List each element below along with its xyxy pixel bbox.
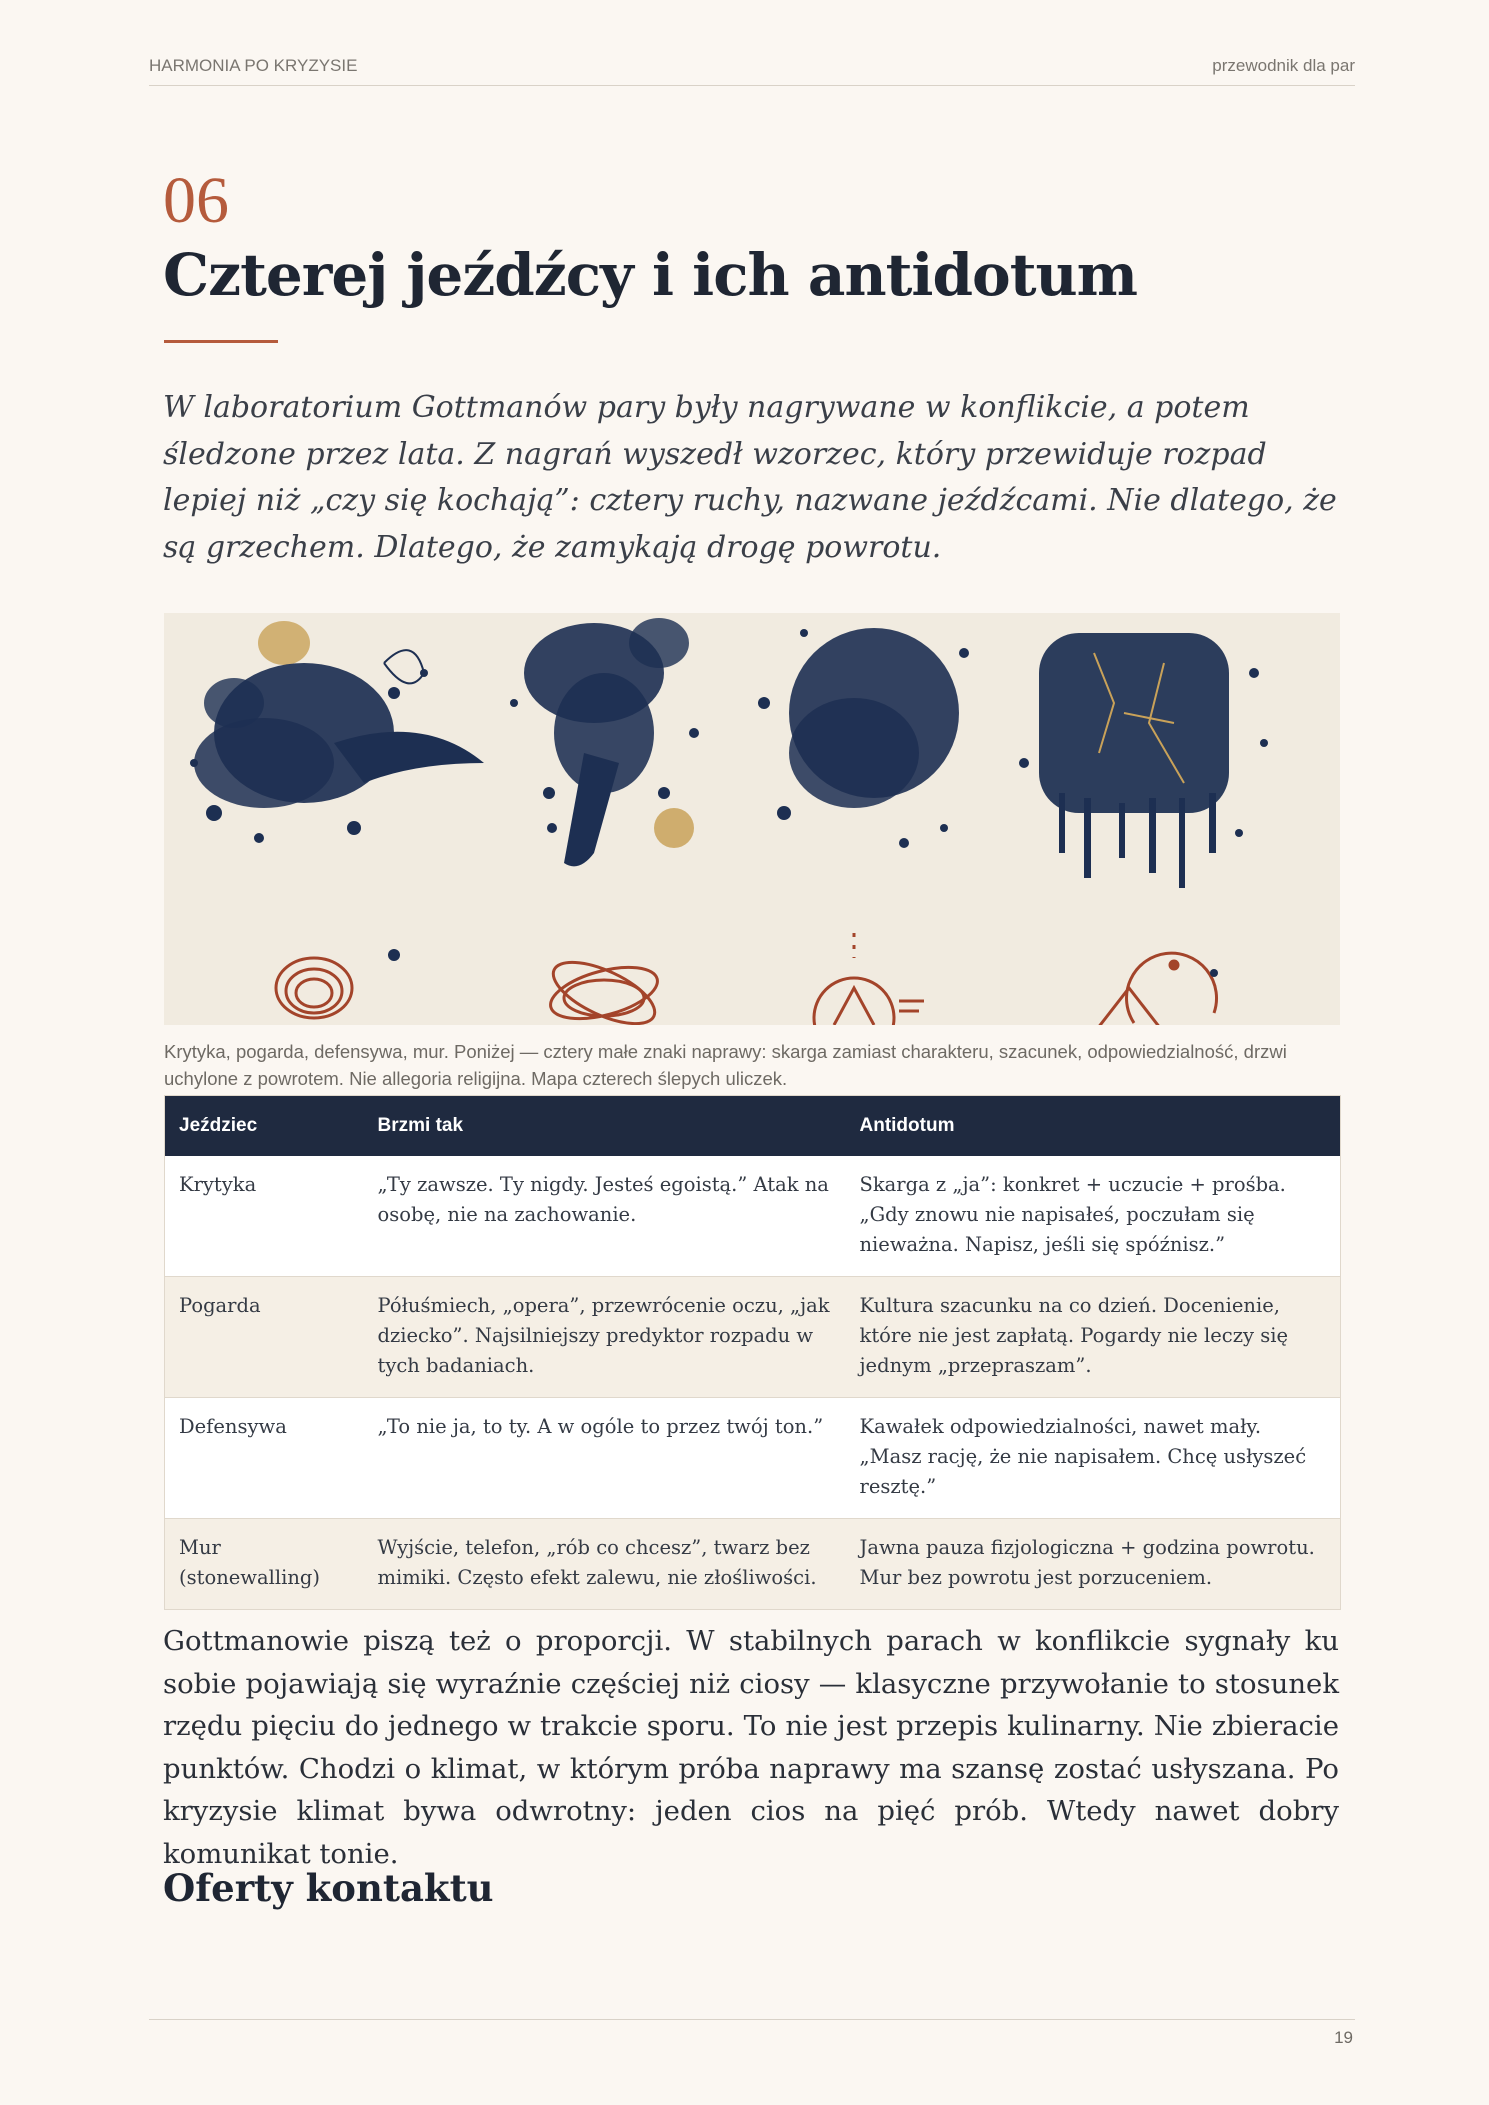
- antidote-cell: Kultura szacunku na co dzień. Docenienie, które nie jest zapłatą. Pogardy nie leczy się jednym „przepraszam”.: [846, 1277, 1341, 1398]
- horseman-cell: Defensywa: [165, 1398, 364, 1519]
- sounds-like-cell: „To nie ja, to ty. A w ogóle to przez twój ton.”: [364, 1398, 846, 1519]
- horseman-cell: Pogarda: [165, 1277, 364, 1398]
- footer-rule: [149, 2019, 1355, 2020]
- sounds-like-cell: Wyjście, telefon, „rób co chcesz”, twarz bez mimiki. Często efekt zalewu, nie złośliwości.: [364, 1519, 846, 1610]
- table-row: [165, 1398, 1341, 1519]
- horseman-cell: Krytyka: [165, 1156, 364, 1277]
- table-header-row: [165, 1096, 1341, 1157]
- running-head-title: HARMONIA PO KRYZYSIE: [149, 56, 358, 75]
- page-number: 19: [1334, 2028, 1353, 2047]
- column-header-antidote: Antidotum: [846, 1096, 1341, 1157]
- running-head-subtitle: przewodnik dla par: [1212, 56, 1355, 75]
- column-header-sounds-like: Brzmi tak: [364, 1096, 846, 1157]
- title-accent-rule: [164, 340, 278, 343]
- table-row: [165, 1519, 1341, 1610]
- horseman-cell: Mur (stonewalling): [165, 1519, 364, 1610]
- horsemen-table: [164, 1095, 1341, 1610]
- column-header-horseman: Jeździec: [165, 1096, 364, 1157]
- chapter-number: 06: [163, 164, 229, 237]
- lede-paragraph: W laboratorium Gottmanów pary były nagrywane w konflikcie, a potem śledzone przez lata. Z nagrań wyszedł wzorzec, który przewiduje rozpad lepiej niż „czy się kochają”: cztery ruchy, nazwane jeźdźcami. Nie dlatego, że są grzechem. Dlatego, że zamykają drogę powrotu.: [163, 390, 1337, 565]
- antidote-cell: Kawałek odpowiedzialności, nawet mały. „Masz rację, że nie napisałem. Chcę usłyszeć resztę.”: [846, 1398, 1341, 1519]
- running-head: [149, 56, 1355, 86]
- figure-caption: Krytyka, pogarda, defensywa, mur. Poniżej — cztery małe znaki naprawy: skarga zamiast charakteru, szacunek, odpowiedzialność, drzwi uchylone z powrotem. Nie allegoria religijna. Mapa czterech ślepych uliczek.: [164, 1041, 1287, 1089]
- sounds-like-cell: Półuśmiech, „opera”, przewrócenie oczu, „jak dziecko”. Najsilniejszy predyktor rozpadu w tych badaniach.: [364, 1277, 846, 1398]
- antidote-cell: Jawna pauza fizjologiczna + godzina powrotu. Mur bez powrotu jest porzuceniem.: [846, 1519, 1341, 1610]
- sounds-like-cell: „Ty zawsze. Ty nigdy. Jesteś egoistą.” Atak na osobę, nie na zachowanie.: [364, 1156, 846, 1277]
- chapter-title: Czterej jeźdźcy i ich antidotum: [163, 241, 1138, 309]
- table-row: [165, 1277, 1341, 1398]
- table-row: [165, 1156, 1341, 1277]
- antidote-cell: Skarga z „ja”: konkret + uczucie + prośba. „Gdy znowu nie napisałeś, poczułam się nieważna. Napisz, jeśli się spóźnisz.”: [846, 1156, 1341, 1277]
- body-paragraph: Gottmanowie piszą też o proporcji. W stabilnych parach w konflikcie sygnały ku sobie pojawiają się wyraźnie częściej niż ciosy — klasyczne przywołanie to stosunek rzędu pięciu do jednego w trakcie sporu. To nie jest przepis kulinarny. Nie zbieracie punktów. Chodzi o klimat, w którym próba naprawy ma szansę zostać usłyszana. Po kryzysie klimat bywa odwrotny: jeden cios na pięć prób. Wtedy nawet dobry komunikat tonie.: [163, 1625, 1339, 1870]
- section-heading: Oferty kontaktu: [163, 1866, 494, 1910]
- four-horsemen-illustration: [164, 613, 1340, 1025]
